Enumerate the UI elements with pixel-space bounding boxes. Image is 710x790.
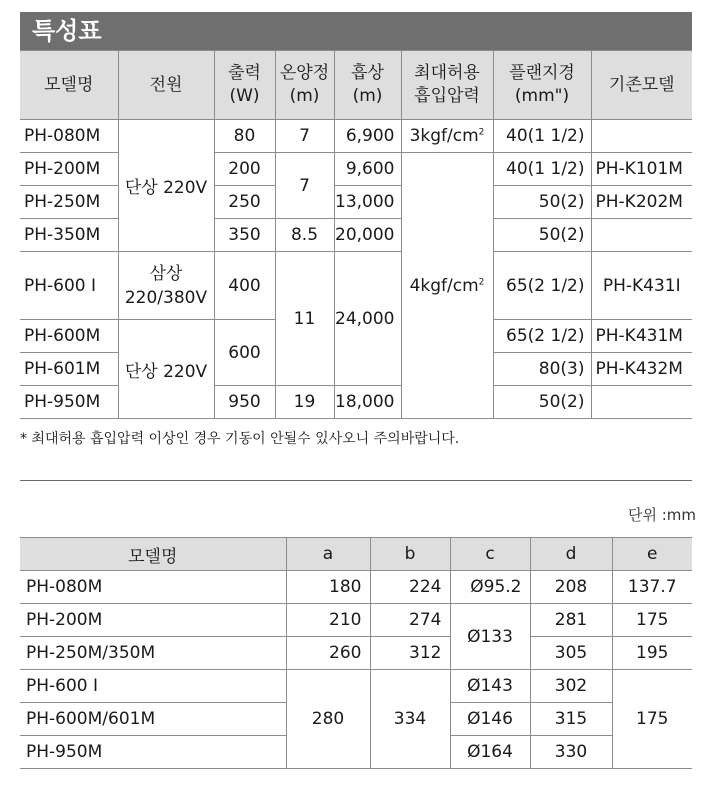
old-model-cell: PH-K101M: [591, 153, 692, 186]
model-cell: PH-950M: [20, 736, 286, 769]
e-cell: 137.7: [612, 571, 692, 604]
a-cell: 260: [286, 637, 370, 670]
page-title: 특성표: [32, 17, 102, 45]
power-cell: 단상 220V: [118, 120, 214, 252]
header-d: d: [530, 538, 612, 571]
power-cell: 삼상 220/380V: [118, 252, 214, 320]
table-row: [20, 670, 692, 703]
head-cell: 11: [275, 252, 334, 386]
d-cell: 305: [530, 637, 612, 670]
b-cell: 274: [370, 604, 450, 637]
flange-cell: 50(2): [493, 186, 591, 219]
head-cell: 19: [275, 386, 334, 419]
dims-header-row: [20, 538, 692, 571]
flange-cell: 65(2 1/2): [493, 320, 591, 353]
e-cell: 175: [612, 604, 692, 637]
title-bar: [20, 12, 692, 50]
power-cell: 단상 220V: [118, 320, 214, 419]
d-cell: 302: [530, 670, 612, 703]
header-power-source: 전원: [118, 51, 214, 120]
old-model-cell: PH-K202M: [591, 186, 692, 219]
header-c: c: [450, 538, 530, 571]
c-cell: Ø143: [450, 670, 530, 703]
head-cell: 7: [275, 120, 334, 153]
b-cell: 312: [370, 637, 450, 670]
table-row: [20, 120, 692, 153]
c-cell: Ø164: [450, 736, 530, 769]
header-output: 출력 (W): [214, 51, 275, 120]
model-cell: PH-600 I: [20, 670, 286, 703]
c-cell: Ø95.2: [450, 571, 530, 604]
old-model-cell: [591, 219, 692, 252]
table-row: [20, 604, 692, 637]
header-max-pressure: 최대허용 흡입압력: [401, 51, 493, 120]
suction-cell: 6,900: [334, 120, 401, 153]
suction-cell: 13,000: [334, 186, 401, 219]
b-cell: 334: [370, 670, 450, 769]
pressure-cell: $4kgf/cm^2$: [401, 153, 493, 419]
a-cell: 280: [286, 670, 370, 769]
model-cell: PH-250M/350M: [20, 637, 286, 670]
a-cell: 210: [286, 604, 370, 637]
table-row: [20, 637, 692, 670]
e-cell: 175: [612, 670, 692, 769]
dimensions-table: [20, 537, 692, 769]
model-cell: PH-080M: [20, 120, 118, 153]
output-cell: 400: [214, 252, 275, 320]
old-model-cell: PH-K432M: [591, 353, 692, 386]
header-head: 온양정 (m): [275, 51, 334, 120]
output-cell: 250: [214, 186, 275, 219]
model-cell: PH-350M: [20, 219, 118, 252]
flange-cell: 80(3): [493, 353, 591, 386]
table-row: [20, 571, 692, 604]
flange-cell: 65(2 1/2): [493, 252, 591, 320]
spec-table: [20, 50, 692, 419]
suction-cell: 9,600: [334, 153, 401, 186]
header-suction: 흡상 (m): [334, 51, 401, 120]
model-cell: PH-600M/601M: [20, 703, 286, 736]
output-cell: 350: [214, 219, 275, 252]
output-cell: 80: [214, 120, 275, 153]
header-b: b: [370, 538, 450, 571]
model-cell: PH-950M: [20, 386, 118, 419]
old-model-cell: [591, 386, 692, 419]
divider: [20, 480, 692, 481]
old-model-cell: PH-K431I: [591, 252, 692, 320]
suction-cell: 24,000: [334, 252, 401, 386]
flange-cell: 40(1 1/2): [493, 153, 591, 186]
model-cell: PH-200M: [20, 153, 118, 186]
spec-header-row: [20, 51, 692, 120]
header-model: 모델명: [20, 538, 286, 571]
pressure-cell: $3kgf/cm^2$: [401, 120, 493, 153]
model-cell: PH-250M: [20, 186, 118, 219]
output-cell: 600: [214, 320, 275, 386]
d-cell: 208: [530, 571, 612, 604]
model-cell: PH-600M: [20, 320, 118, 353]
d-cell: 281: [530, 604, 612, 637]
table-row: [20, 252, 692, 320]
head-cell: 8.5: [275, 219, 334, 252]
header-old-model: 기존모델: [591, 51, 692, 120]
suction-cell: 18,000: [334, 386, 401, 419]
c-cell: Ø146: [450, 703, 530, 736]
old-model-cell: [591, 120, 692, 153]
flange-cell: 50(2): [493, 219, 591, 252]
header-e: e: [612, 538, 692, 571]
caution-note: * 최대허용 흡입압력 이상인 경우 기동이 안될수 있사오니 주의바랍니다.: [20, 431, 460, 447]
output-cell: 950: [214, 386, 275, 419]
output-cell: 200: [214, 153, 275, 186]
flange-cell: 40(1 1/2): [493, 120, 591, 153]
model-cell: PH-601M: [20, 353, 118, 386]
header-a: a: [286, 538, 370, 571]
flange-cell: 50(2): [493, 386, 591, 419]
d-cell: 330: [530, 736, 612, 769]
unit-label: 단위 :mm: [627, 506, 696, 524]
header-model: 모델명: [20, 51, 118, 120]
c-cell: Ø133: [450, 604, 530, 670]
e-cell: 195: [612, 637, 692, 670]
b-cell: 224: [370, 571, 450, 604]
a-cell: 180: [286, 571, 370, 604]
header-flange: 플랜지경 (mm"): [493, 51, 591, 120]
head-cell: 7: [275, 153, 334, 219]
d-cell: 315: [530, 703, 612, 736]
model-cell: PH-200M: [20, 604, 286, 637]
old-model-cell: PH-K431M: [591, 320, 692, 353]
model-cell: PH-080M: [20, 571, 286, 604]
model-cell: PH-600 I: [20, 252, 118, 320]
suction-cell: 20,000: [334, 219, 401, 252]
